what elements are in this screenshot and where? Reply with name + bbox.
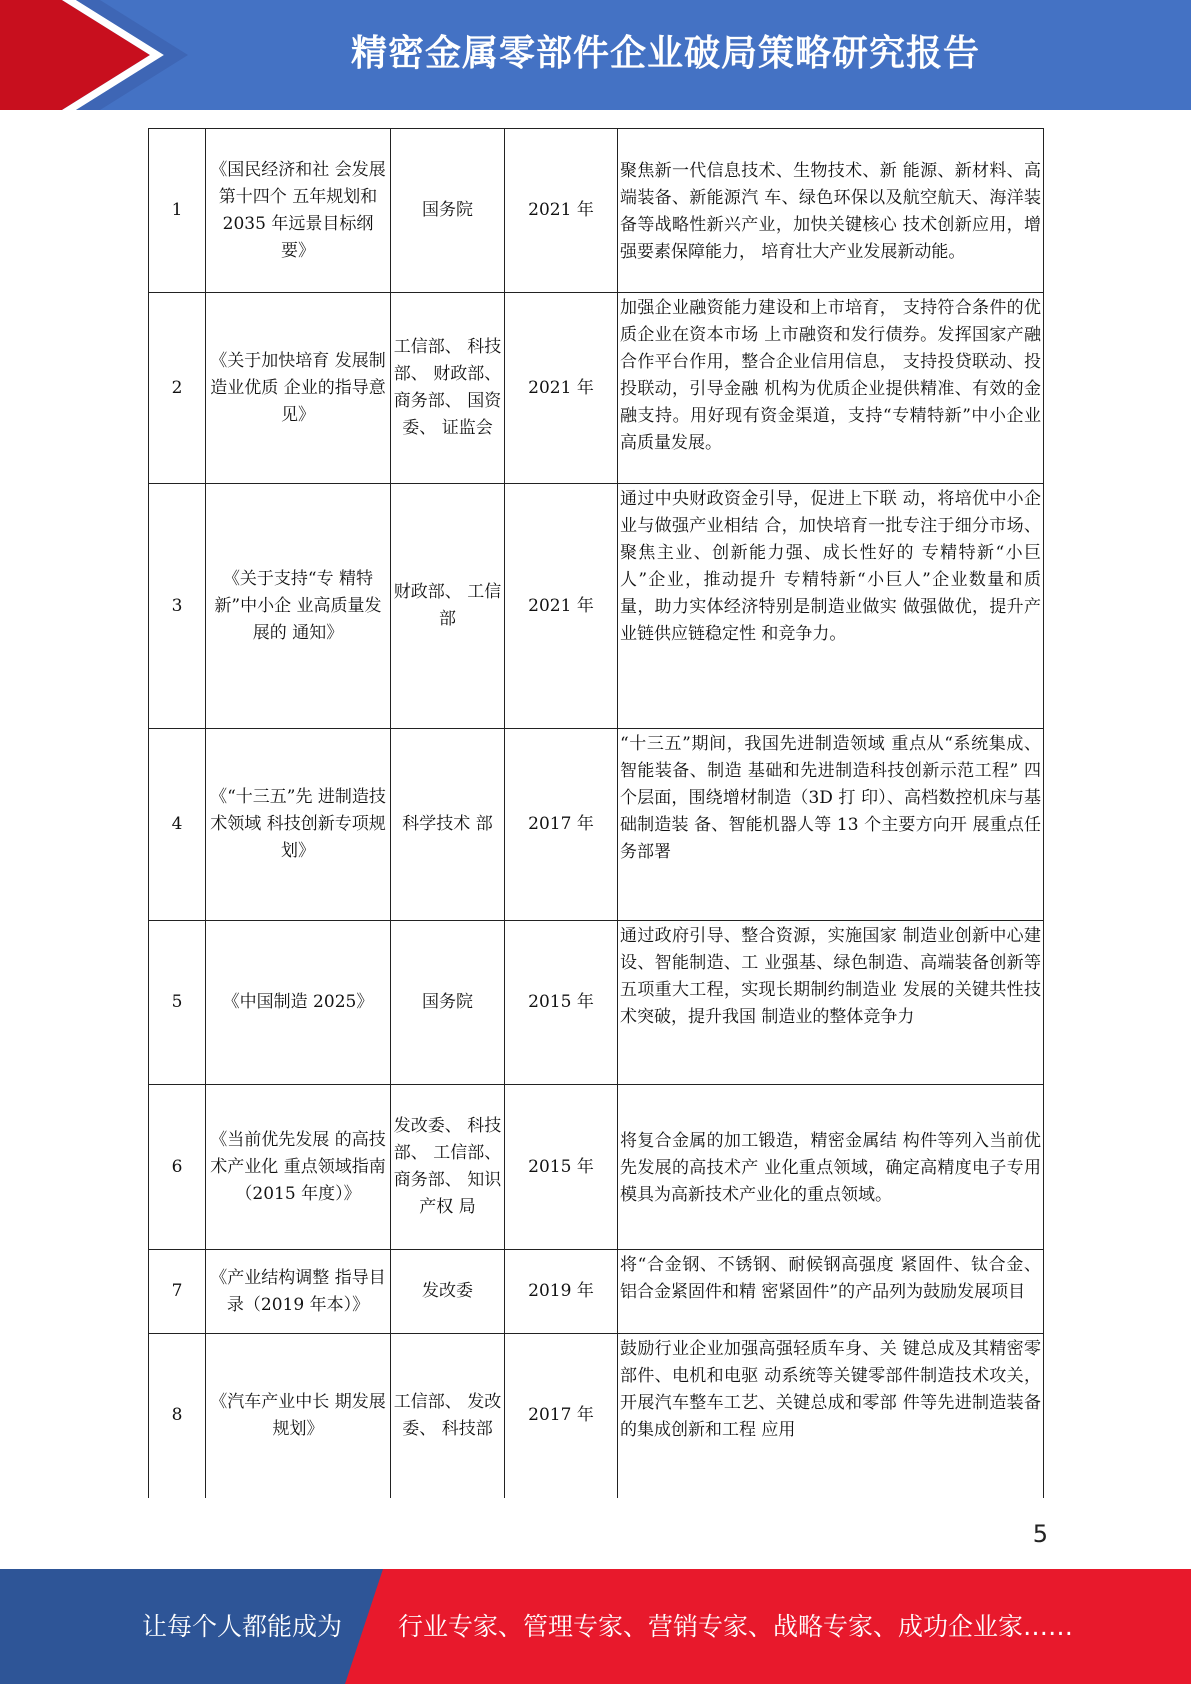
row-number: 7 xyxy=(149,1250,206,1334)
policy-title: 《“十三五”先 进制造技术领域 科技创新专项规 划》 xyxy=(206,729,391,921)
issuing-department: 工信部、 科技部、 财政部、 商务部、 国资委、 证监会 xyxy=(391,293,505,484)
table-row xyxy=(149,1334,1044,1498)
policy-title: 《产业结构调整 指导目录（2019 年本）》 xyxy=(206,1250,391,1334)
policy-description: 将复合金属的加工锻造，精密金属结 构件等列入当前优先发展的高技术产 业化重点领域，确定高精度电子专用 模具为高新技术产业化的重点领域。 xyxy=(618,1085,1044,1250)
footer-slogan-left: 让每个人都能成为 xyxy=(142,1612,343,1641)
policy-description: 聚焦新一代信息技术、生物技术、新 能源、新材料、高端装备、新能源汽 车、绿色环保以及航空航天、海洋装 备等战略性新兴产业，加快关键核心 技术创新应用，增强要素保障能力， 培育壮大产业发展新动能。 xyxy=(618,129,1044,293)
issuing-department: 工信部、 发改委、 科技部 xyxy=(391,1334,505,1498)
issue-year: 2021 年 xyxy=(505,484,618,729)
footer-slogan-right: 行业专家、管理专家、营销专家、战略专家、成功企业家…… xyxy=(398,1612,1074,1641)
policy-description: 通过中央财政资金引导，促进上下联 动，将培优中小企业与做强产业相结 合，加快培育一批专注于细分市场、 聚焦主业、创新能力强、成长性好的 专精特新“小巨人”企业，推动提升 专精特新“小巨人”企业数量和质 量，助力实体经济特别是制造业做实 做强做优，提升产业链供应链稳定性 和竞争力。 xyxy=(618,484,1044,729)
row-number: 5 xyxy=(149,921,206,1085)
row-number: 8 xyxy=(149,1334,206,1498)
issuing-department: 财政部、 工信部 xyxy=(391,484,505,729)
policy-description: 通过政府引导、整合资源，实施国家 制造业创新中心建设、智能制造、工 业强基、绿色制造、高端装备创新等 五项重大工程，实现长期制约制造业 发展的关键共性技术突破，提升我国 制造业的整体竞争力 xyxy=(618,921,1044,1085)
policy-title: 《关于加快培育 发展制造业优质 企业的指导意 见》 xyxy=(206,293,391,484)
issuing-department: 发改委、 科技部、 工信部、 商务部、 知识产权 局 xyxy=(391,1085,505,1250)
issue-year: 2015 年 xyxy=(505,1085,618,1250)
issue-year: 2017 年 xyxy=(505,729,618,921)
report-title: 精密金属零部件企业破局策略研究报告 xyxy=(350,33,980,74)
table-row xyxy=(149,484,1044,729)
row-number: 2 xyxy=(149,293,206,484)
issuing-department: 国务院 xyxy=(391,921,505,1085)
policy-description: 将“合金钢、不锈钢、耐候钢高强度 紧固件、钛合金、铝合金紧固件和精 密紧固件”的产品列为鼓励发展项目 xyxy=(618,1250,1044,1334)
issue-year: 2021 年 xyxy=(505,293,618,484)
policy-title: 《汽车产业中长 期发展规划》 xyxy=(206,1334,391,1498)
row-number: 4 xyxy=(149,729,206,921)
policy-title: 《中国制造 2025》 xyxy=(206,921,391,1085)
issuing-department: 国务院 xyxy=(391,129,505,293)
policy-description: “十三五”期间，我国先进制造领域 重点从“系统集成、智能装备、制造 基础和先进制造科技创新示范工程” 四个层面，围绕增材制造（3D 打 印）、高档数控机床与基础制造装 备、智能机器人等 13 个主要方向开 展重点任务部署 xyxy=(618,729,1044,921)
row-number: 1 xyxy=(149,129,206,293)
policy-description: 鼓励行业企业加强高强轻质车身、关 键总成及其精密零部件、电机和电驱 动系统等关键零部件制造技术攻关， 开展汽车整车工艺、关键总成和零部 件等先进制造装备的集成创新和工程 应用 xyxy=(618,1334,1044,1498)
policy-description: 加强企业融资能力建设和上市培育， 支持符合条件的优质企业在资本市场 上市融资和发行债券。发挥国家产融 合作平台作用，整合企业信用信息， 支持投贷联动、投投联动，引导金融 机构为优质企业提供精准、有效的金 融支持。用好现有资金渠道，支持“专精特新”中小企业高质量发展。 xyxy=(618,293,1044,484)
table-row xyxy=(149,729,1044,921)
table-row xyxy=(149,1085,1044,1250)
table-row xyxy=(149,129,1044,293)
table-row xyxy=(149,1250,1044,1334)
row-number: 6 xyxy=(149,1085,206,1250)
page-header xyxy=(0,0,1191,110)
issue-year: 2021 年 xyxy=(505,129,618,293)
page-number: 5 xyxy=(1032,1520,1048,1548)
row-number: 3 xyxy=(149,484,206,729)
issuing-department: 科学技术 部 xyxy=(391,729,505,921)
table-row xyxy=(149,921,1044,1085)
issuing-department: 发改委 xyxy=(391,1250,505,1334)
table-row xyxy=(149,293,1044,484)
policy-title: 《关于支持“专 精特新”中小企 业高质量发展的 通知》 xyxy=(206,484,391,729)
issue-year: 2017 年 xyxy=(505,1334,618,1498)
policy-title: 《当前优先发展 的高技术产业化 重点领域指南 （2015 年度）》 xyxy=(206,1085,391,1250)
page-footer xyxy=(0,1569,1191,1684)
policy-title: 《国民经济和社 会发展第十四个 五年规划和 2035 年远景目标纲 要》 xyxy=(206,129,391,293)
policy-table xyxy=(148,128,1044,1498)
issue-year: 2019 年 xyxy=(505,1250,618,1334)
issue-year: 2015 年 xyxy=(505,921,618,1085)
